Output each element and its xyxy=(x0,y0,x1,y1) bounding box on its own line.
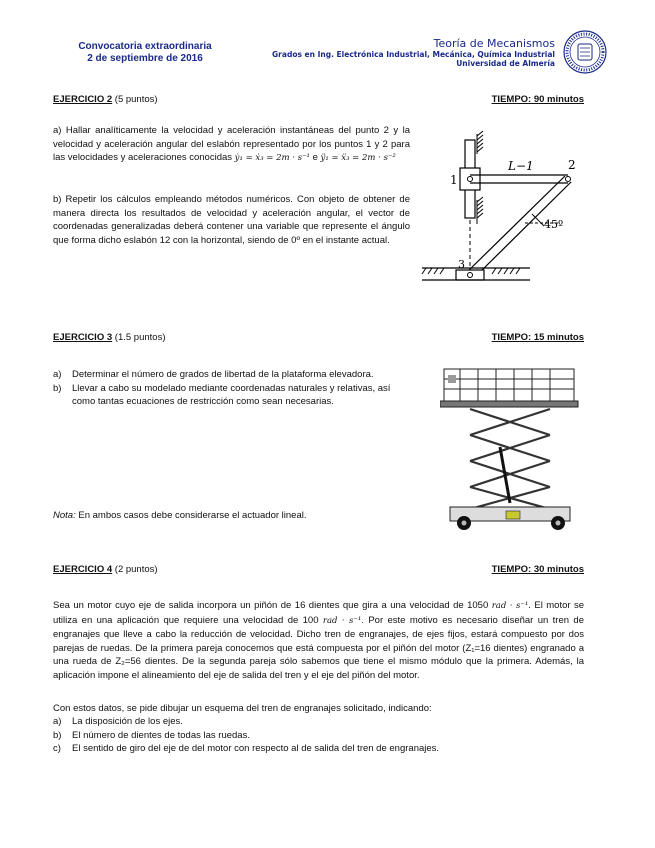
ex4-instructions: Con estos datos, se pide dibujar un esquema del tren de engranajes solicitado, indicando: xyxy=(53,703,432,714)
course-header xyxy=(272,37,555,68)
ex2-part-a-text: a) Hallar analíticamente la velocidad y aceleración instantáneas del punto 2 y la velocidad y aceleración angular del eslabón representado por los puntos 1 y 2 para las velocidades y aceleraciones conocidas xyxy=(53,125,410,164)
ex2-part-a xyxy=(53,124,410,166)
list-item: c) El sentido de giro del eje de del motor con respecto al de salida del tren de engranajes. xyxy=(53,743,440,754)
ex3-note-text: En ambos casos debe considerarse el actuador lineal. xyxy=(75,510,307,521)
platform-railing xyxy=(444,369,574,401)
ex3-note xyxy=(53,510,307,521)
exam-title: Convocatoria extraordinaria xyxy=(78,41,212,52)
exam-header xyxy=(60,41,230,65)
ex4-para-part: . Por este motivo es necesario diseñar un tren de engranajes que lleve a cabo la reducción de velocidad. Dicho tren de engranajes, de ejes fijos, estará compuesto por dos parejas de ruedas. De la primera pareja conocemos que está compuesta por el piñón del motor (Z₁=16 dientes) engranado a una rueda de Z₂=56 dientes. De la segunda pareja sólo sabemos que tiene el mismo módulo que la primera. Además, la aplicación impone el alineamiento del eje de salida del tren y el eje del piñón del motor. xyxy=(53,614,584,681)
university-name: Universidad de Almería xyxy=(456,59,555,68)
list-item: b) Llevar a cabo su modelado mediante coordenadas naturales y relativas, así como tantas ecuaciones de restricción como sean necesarias. xyxy=(53,382,391,407)
ex4-para-part: . El motor se utiliza en una aplicación que requiere una velocidad de 100 xyxy=(53,600,585,626)
ex3-heading xyxy=(53,332,165,343)
ex4-heading xyxy=(53,564,158,575)
label-link: L−1 xyxy=(508,159,534,173)
ex3-title: EJERCICIO 3 xyxy=(53,332,113,343)
course-title: Teoría de Mecanismos xyxy=(433,37,555,50)
ex3-points: (1.5 puntos) xyxy=(114,332,166,343)
platform-deck xyxy=(440,401,578,407)
chassis-panel xyxy=(506,511,520,519)
wheel-hub xyxy=(556,521,561,526)
ex4-time: TIEMPO: 30 minutos xyxy=(491,564,584,575)
control-box xyxy=(448,375,456,383)
ex2-mechanism-figure xyxy=(420,128,580,288)
ex2-title: EJERCICIO 2 xyxy=(53,94,113,105)
ex4-unit: rad · s⁻¹ xyxy=(491,601,529,611)
ex2-points: (5 puntos) xyxy=(114,94,158,105)
wheel-hub xyxy=(462,521,467,526)
ex3-time: TIEMPO: 15 minutos xyxy=(491,332,584,343)
ex4-points: (2 puntos) xyxy=(114,564,158,575)
list-item: a) Determinar el número de grados de libertad de la plataforma elevadora. xyxy=(53,369,374,380)
ex4-list xyxy=(53,715,584,756)
joint-1 xyxy=(468,177,473,182)
angle-arc xyxy=(532,214,544,226)
ex2-eq1: ẏ₁ = ẋ₃ = 2m · s⁻¹ xyxy=(234,153,310,164)
ex2-time: TIEMPO: 90 minutos xyxy=(491,94,584,105)
label-point-1: 1 xyxy=(450,173,458,187)
label-point-3: 3 xyxy=(458,258,465,271)
list-item: b) El número de dientes de todas las ruedas. xyxy=(53,729,250,741)
ex3-list xyxy=(53,368,415,409)
ex4-unit: rad · s⁻¹ xyxy=(322,615,362,626)
list-item: a) La disposición de los ejes. xyxy=(53,716,183,727)
exam-date: 2 de septiembre de 2016 xyxy=(87,53,203,64)
ex4-title: EJERCICIO 4 xyxy=(53,564,113,575)
ex3-note-label: Nota: xyxy=(53,510,76,521)
university-seal-icon xyxy=(563,30,607,74)
ex4-para-part: Sea un motor cuyo eje de salida incorpora un piñón de 16 dientes que gira a una velocidad de 1050 xyxy=(53,600,489,611)
degrees-line: Grados en Ing. Electrónica Industrial, Mecánica, Química Industrial xyxy=(272,50,555,59)
scissor-arms xyxy=(470,409,550,509)
ex2-and: e xyxy=(312,152,318,164)
scissor-lift-figure xyxy=(440,363,580,533)
joint-3 xyxy=(468,273,473,278)
ex4-paragraph xyxy=(53,599,584,683)
ex2-eq2: ÿ₁ = ẍ₃ = 2m · s⁻² xyxy=(320,153,396,164)
ex2-heading xyxy=(53,94,158,105)
ex2-part-b: b) Repetir los cálculos empleando métodos numéricos. Con objeto de obtener de manera directa los resultados de velocidad y aceleración angular, el vector de coordenadas generalizadas deberá contener una variable que represente el ángulo que forma dicho eslabón 12 con la horizontal, siendo de 0º en el instante actual. xyxy=(53,194,410,246)
label-point-2: 2 xyxy=(568,158,576,172)
label-angle: 45º xyxy=(544,218,564,231)
joint-2 xyxy=(566,177,571,182)
